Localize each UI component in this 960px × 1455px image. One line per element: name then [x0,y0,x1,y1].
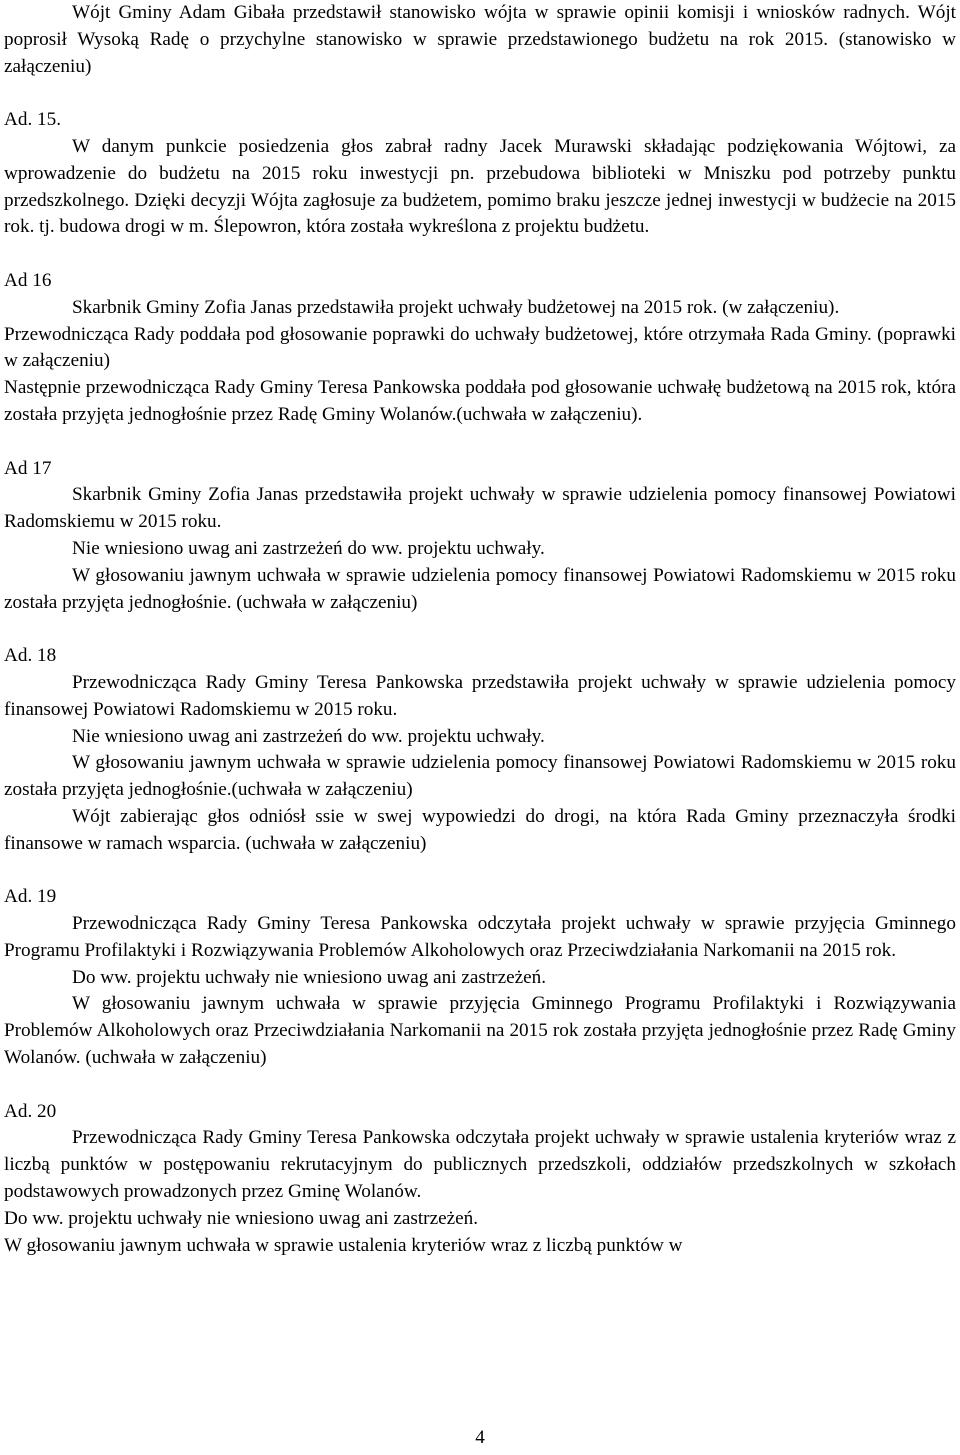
paragraph: W głosowaniu jawnym uchwała w sprawie przyjęcia Gminnego Programu Profilaktyki i Rozwiązywania Problemów Alkoholowych oraz Przeciwdziałania Narkomanii na 2015 rok została przyjęta jednogłośnie przez Radę Gminy Wolanów. (uchwała w załączeniu) [4,993,956,1069]
paragraph: W głosowaniu jawnym uchwała w sprawie udzielenia pomocy finansowej Powiatowi Radomskiemu w 2015 roku została przyjęta jednogłośnie. (uchwała w załączeniu) [4,564,956,613]
page-number: 4 [475,1427,485,1448]
section-heading: Ad. 15. [4,109,62,131]
paragraph: Wójt zabierając głos odniósł ssie w swej wypowiedzi do drogi, na która Rada Gminy przeznaczyła środki finansowe w ramach wsparcia. (uchwała w załączeniu) [4,805,956,854]
paragraph: Przewodnicząca Rady poddała pod głosowanie poprawki do uchwały budżetowej, które otrzymała Rada Gminy. (poprawki w załączeniu) [4,323,956,372]
paragraph: Nie wniesiono uwag ani zastrzeżeń do ww. projektu uchwały. [72,725,545,747]
paragraph: W głosowaniu jawnym uchwała w sprawie udzielenia pomocy finansowej Powiatowi Radomskiemu w 2015 roku została przyjęta jednogłośnie.(uchwała w załączeniu) [4,752,956,801]
section-heading: Ad. 19 [4,886,57,908]
paragraph: Skarbnik Gminy Zofia Janas przedstawiła projekt uchwały w sprawie udzielenia pomocy finansowej Powiatowi Radomskiemu w 2015 roku. [4,484,956,533]
paragraph: Skarbnik Gminy Zofia Janas przedstawiła projekt uchwały budżetowej na 2015 rok. (w załączeniu). [72,296,840,318]
paragraph: Przewodnicząca Rady Gminy Teresa Pankowska odczytała projekt uchwały w sprawie ustalenia kryteriów wraz z liczbą punktów w postępowaniu rekrutacyjnym do publicznych przedszkoli, oddziałów przedszkolnych w szkołach podstawowych prowadzonych przez Gminę Wolanów. [4,1127,956,1203]
paragraph: W głosowaniu jawnym uchwała w sprawie ustalenia kryteriów wraz z liczbą punktów w [4,1234,683,1256]
paragraph: Przewodnicząca Rady Gminy Teresa Pankowska odczytała projekt uchwały w sprawie przyjęcia Gminnego Programu Profilaktyki i Rozwiązywania Problemów Alkoholowych oraz Przeciwdziałania Narkomanii na 2015 rok. [4,913,956,961]
document-body [4,0,956,1259]
paragraph: Do ww. projektu uchwały nie wniesiono uwag ani zastrzeżeń. [72,966,547,988]
document-page [4,0,956,1259]
paragraph: Do ww. projektu uchwały nie wniesiono uwag ani zastrzeżeń. [4,1207,479,1229]
paragraph: Nie wniesiono uwag ani zastrzeżeń do ww. projektu uchwały. [72,537,545,559]
section-heading: Ad. 20 [4,1100,57,1122]
paragraph: Następnie przewodnicząca Rady Gminy Teresa Pankowska poddała pod głosowanie uchwałę budżetową na 2015 rok, która została przyjęta jednogłośnie przez Radę Gminy Wolanów.(uchwała w załączeniu). [4,377,956,425]
section-heading: Ad 17 [4,457,52,479]
section-heading: Ad 16 [4,269,52,291]
paragraph: Wójt Gminy Adam Gibała przedstawił stanowisko wójta w sprawie opinii komisji i wniosków radnych. Wójt poprosił Wysoką Radę o przychylne stanowisko w sprawie przedstawionego budżetu na rok 2015. (stanowisko w załączeniu) [4,2,956,77]
section-heading: Ad. 18 [4,645,57,667]
paragraph: W danym punkcie posiedzenia głos zabrał radny Jacek Murawski składając podziękowania Wójtowi, za wprowadzenie do budżetu na 2015 roku inwestycji pn. przebudowa biblioteki w Mniszku pod potrzeby punktu przedszkolnego. Dzięki decyzji Wójta zagłosuje za budżetem, pomimo braku jeszcze jednej inwestycji w budżecie na 2015 rok. tj. budowa drogi w m. Ślepowron, która została wykreślona z projektu budżetu. [4,135,956,238]
paragraph: Przewodnicząca Rady Gminy Teresa Pankowska przedstawiła projekt uchwały w sprawie udzielenia pomocy finansowej Powiatowi Radomskiemu w 2015 roku. [4,671,956,720]
